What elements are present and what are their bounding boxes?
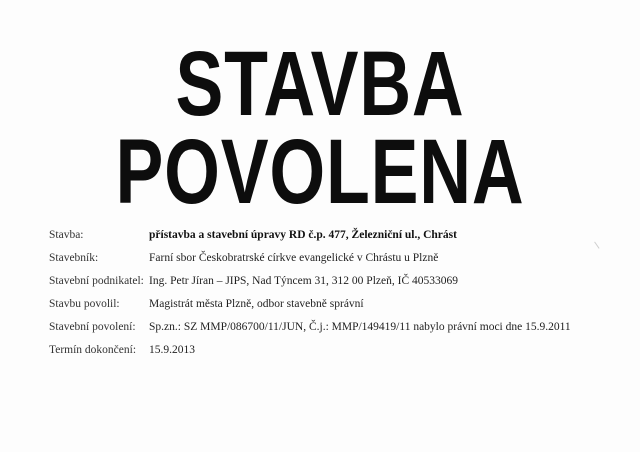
detail-value: Ing. Petr Jíran – JIPS, Nad Týncem 31, 312 00 Plzeň, IČ 40533069 bbox=[149, 275, 458, 287]
detail-row-builder bbox=[49, 252, 609, 275]
detail-value: Sp.zn.: SZ MMP/086700/11/JUN, Č.j.: MMP/149419/11 nabylo právní moci dne 15.9.2011 bbox=[149, 321, 571, 333]
detail-label: Stavba: bbox=[49, 229, 84, 241]
detail-value: Farní sbor Českobratrské církve evangelické v Chrástu u Plzně bbox=[149, 252, 439, 264]
detail-label: Stavební povolení: bbox=[49, 321, 136, 333]
detail-label: Stavbu povolil: bbox=[49, 298, 120, 310]
detail-value: Magistrát města Plzně, odbor stavebně správní bbox=[149, 298, 364, 310]
detail-row-permit bbox=[49, 321, 609, 344]
detail-label: Stavebník: bbox=[49, 252, 99, 264]
headline-line-2: POVOLENA bbox=[115, 121, 525, 223]
detail-row-contractor bbox=[49, 275, 609, 298]
detail-label: Termín dokončení: bbox=[49, 344, 137, 356]
detail-value: 15.9.2013 bbox=[149, 344, 195, 356]
headline-line-1: STAVBA bbox=[175, 33, 465, 135]
detail-row-completion-date bbox=[49, 344, 609, 367]
detail-row-construction bbox=[49, 229, 609, 252]
detail-row-permitted-by bbox=[49, 298, 609, 321]
detail-value: přístavba a stavební úpravy RD č.p. 477, Železniční ul., Chrást bbox=[149, 229, 457, 241]
details-table bbox=[49, 229, 609, 367]
detail-label: Stavební podnikatel: bbox=[49, 275, 144, 287]
